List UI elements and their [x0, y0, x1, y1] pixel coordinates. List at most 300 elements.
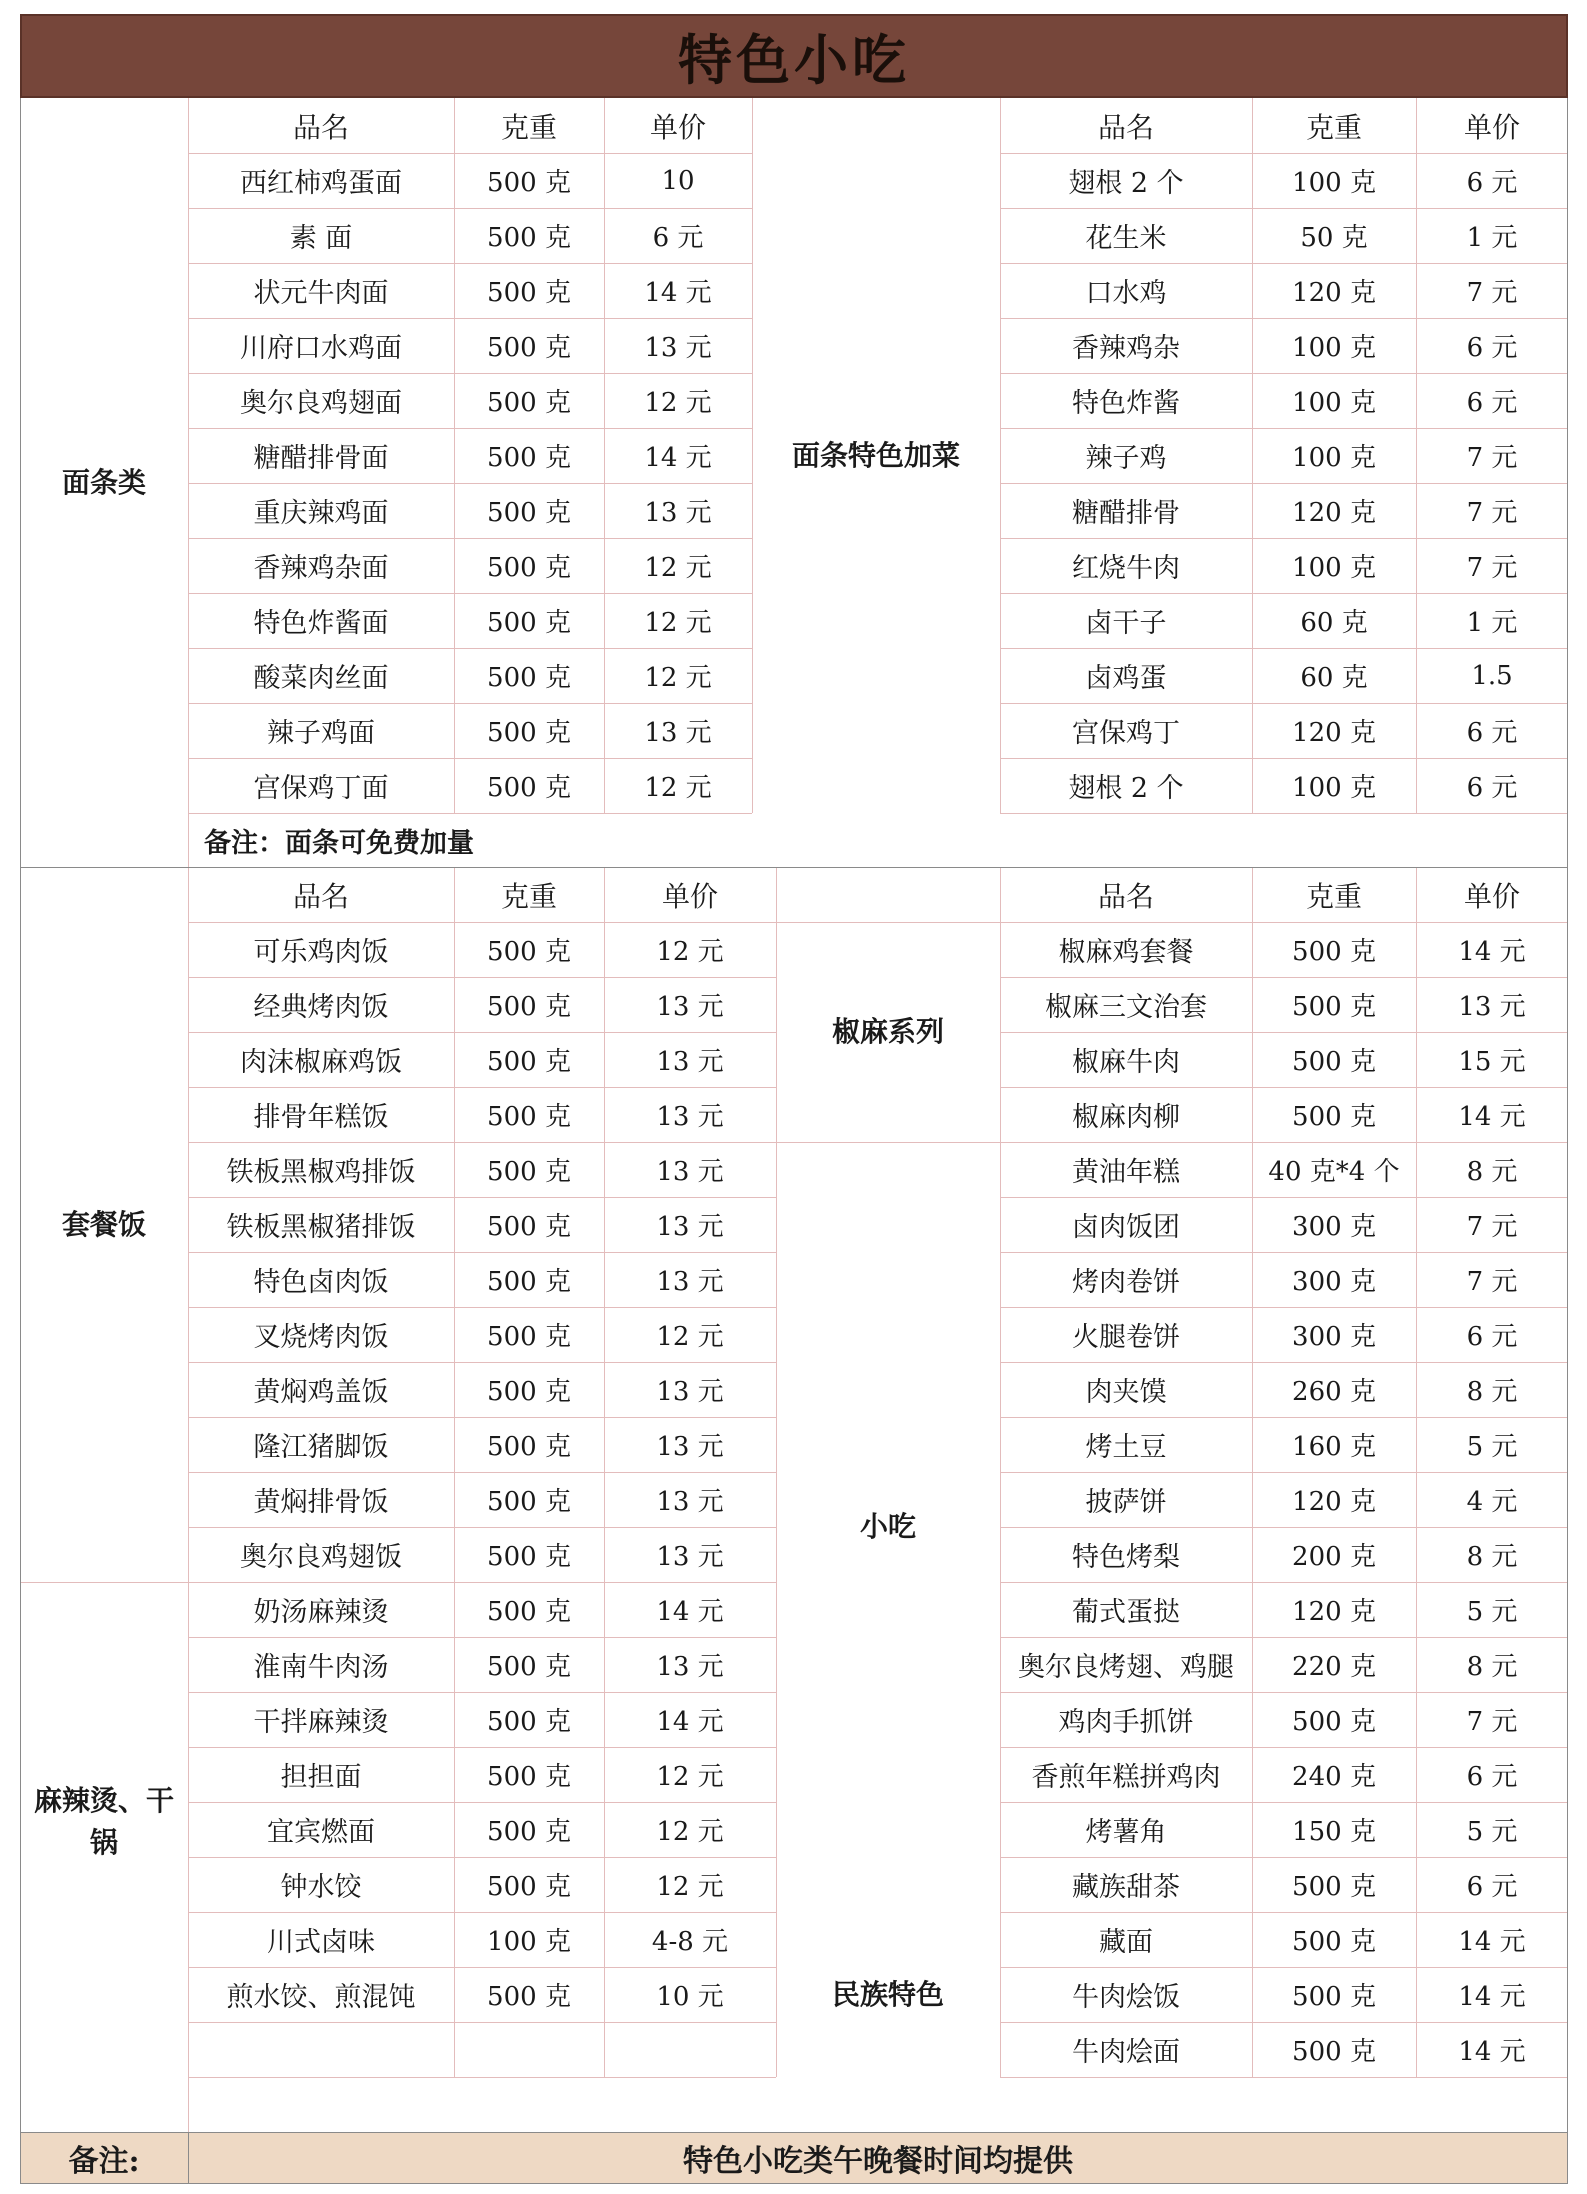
grid-line — [1000, 1637, 1568, 1638]
right-item-weight: 500 克 — [1292, 1047, 1376, 1077]
grid-line — [1000, 1967, 1568, 1968]
right-item-weight: 500 克 — [1292, 992, 1376, 1022]
grid-line — [20, 98, 21, 2183]
right-item-price: 8 元 — [1466, 1157, 1518, 1187]
noodle-item-weight: 500 克 — [487, 498, 571, 528]
section-noodles: 面条类 — [61, 465, 146, 499]
addon-item-name: 卤干子 — [1085, 608, 1167, 639]
grid-line — [188, 1912, 776, 1913]
right-item-price: 8 元 — [1466, 1652, 1518, 1682]
noodle-item-weight: 500 克 — [487, 553, 571, 583]
left-item-weight: 500 克 — [487, 1487, 571, 1517]
section-malatang: 麻辣烫、干 锅 — [33, 1784, 174, 1859]
right-item-name: 黄油年糕 — [1072, 1157, 1180, 1188]
grid-line — [188, 1527, 776, 1528]
grid-line — [1000, 153, 1568, 154]
footer-label: 备注: — [20, 2132, 188, 2183]
left-item-price: 12 元 — [656, 1762, 724, 1792]
menu-table — [20, 14, 1568, 2183]
right-item-name: 卤肉饭团 — [1072, 1212, 1180, 1243]
right-item-name: 烤土豆 — [1085, 1432, 1167, 1463]
right-item-price: 7 元 — [1466, 1212, 1518, 1242]
right-item-weight: 200 克 — [1292, 1542, 1376, 1572]
left-item-weight — [454, 2022, 604, 2077]
grid-line — [188, 1362, 776, 1363]
grid-line — [188, 648, 752, 649]
grid-line — [188, 538, 752, 539]
left-item-price: 13 元 — [656, 1212, 724, 1242]
grid-line — [1000, 1582, 1568, 1583]
grid-line — [1567, 98, 1568, 2183]
right-item-name: 鸡肉手抓饼 — [1058, 1707, 1194, 1738]
addon-item-name: 红烧牛肉 — [1072, 553, 1180, 584]
grid-line — [188, 2077, 776, 2078]
right-item-weight: 500 克 — [1292, 1982, 1376, 2012]
grid-line — [1000, 1417, 1568, 1418]
grid-line — [188, 758, 752, 759]
grid-line — [1000, 1362, 1568, 1363]
left-item-price: 13 元 — [656, 1157, 724, 1187]
addon-item-name: 口水鸡 — [1085, 278, 1167, 309]
grid-line — [188, 483, 752, 484]
grid-line — [20, 2183, 1568, 2184]
right-item-name: 香煎年糕拼鸡肉 — [1031, 1762, 1221, 1793]
addon-item-name: 翅根 2 个 — [1068, 168, 1184, 199]
right-item-weight: 40 克*4 个 — [1268, 1157, 1400, 1187]
right-item-name: 烤薯角 — [1085, 1817, 1167, 1848]
noodle-item-price: 13 元 — [644, 718, 712, 748]
left-item-weight: 500 克 — [487, 1157, 571, 1187]
left-item-weight: 500 克 — [487, 1432, 571, 1462]
grid-line — [1416, 98, 1417, 813]
right-item-weight: 500 克 — [1292, 2037, 1376, 2067]
grid-line — [604, 98, 605, 813]
addon-item-weight: 100 克 — [1292, 168, 1376, 198]
noodle-item-price: 13 元 — [644, 333, 712, 363]
left-item-weight: 500 克 — [487, 1102, 571, 1132]
right-item-price: 5 元 — [1466, 1597, 1518, 1627]
left-item-name: 肉沫椒麻鸡饭 — [240, 1047, 402, 1078]
noodle-item-weight: 500 克 — [487, 278, 571, 308]
grid-line — [188, 977, 776, 978]
addon-item-price: 6 元 — [1466, 773, 1518, 803]
addon-item-weight: 120 克 — [1292, 718, 1376, 748]
noodle-item-price: 12 元 — [644, 663, 712, 693]
noodle-item-weight: 500 克 — [487, 388, 571, 418]
snacks-header-weight: 克重 — [1305, 879, 1362, 913]
section-noodle-addons: 面条特色加菜 — [791, 438, 960, 472]
left-item-name: 钟水饺 — [280, 1872, 362, 1903]
grid-line — [188, 1692, 776, 1693]
left-item-weight: 500 克 — [487, 1377, 571, 1407]
grid-line — [1000, 813, 1568, 814]
noodles-header-name: 品名 — [292, 110, 349, 144]
grid-line — [188, 593, 752, 594]
grid-line — [454, 867, 455, 2077]
grid-line — [188, 1472, 776, 1473]
noodle-item-weight: 500 克 — [487, 773, 571, 803]
left-item-weight: 500 克 — [487, 1817, 571, 1847]
left-item-price: 10 元 — [656, 1982, 724, 2012]
left-item-name: 宜宾燃面 — [267, 1817, 375, 1848]
right-item-price: 6 元 — [1466, 1872, 1518, 1902]
grid-line — [1000, 593, 1568, 594]
right-item-weight: 120 克 — [1292, 1597, 1376, 1627]
noodle-item-price: 14 元 — [644, 443, 712, 473]
left-item-price: 12 元 — [656, 1817, 724, 1847]
grid-line — [1000, 1472, 1568, 1473]
noodle-item-name: 糖醋排骨面 — [253, 443, 389, 474]
grid-line — [188, 318, 752, 319]
snacks-header-price: 单价 — [1463, 879, 1520, 913]
left-item-price: 12 元 — [656, 1872, 724, 1902]
noodle-item-price: 12 元 — [644, 388, 712, 418]
right-item-weight: 160 克 — [1292, 1432, 1376, 1462]
left-item-price: 13 元 — [656, 1432, 724, 1462]
addon-item-price: 6 元 — [1466, 388, 1518, 418]
section-ethnic: 民族特色 — [831, 1977, 944, 2011]
right-item-price: 13 元 — [1458, 992, 1526, 1022]
noodle-item-weight: 500 克 — [487, 223, 571, 253]
grid-line — [188, 1582, 776, 1583]
grid-line — [776, 922, 1000, 923]
grid-line — [188, 1857, 776, 1858]
grid-line — [188, 703, 752, 704]
left-item-name: 铁板黑椒猪排饭 — [226, 1212, 416, 1243]
right-item-weight: 120 克 — [1292, 1487, 1376, 1517]
rice-header-name: 品名 — [292, 879, 349, 913]
left-item-price: 13 元 — [656, 1377, 724, 1407]
rice-header-price: 单价 — [661, 879, 718, 913]
right-item-price: 14 元 — [1458, 2037, 1526, 2067]
addon-item-price: 7 元 — [1466, 278, 1518, 308]
addon-item-weight: 100 克 — [1292, 773, 1376, 803]
addon-item-name: 花生米 — [1085, 223, 1167, 254]
noodle-item-weight: 500 克 — [487, 168, 571, 198]
addon-item-name: 宫保鸡丁 — [1072, 718, 1180, 749]
menu-title: 特色小吃 — [20, 14, 1568, 98]
addon-item-weight: 60 克 — [1300, 663, 1368, 693]
grid-line — [1000, 98, 1001, 813]
grid-line — [188, 1142, 776, 1143]
left-item-weight: 500 克 — [487, 1267, 571, 1297]
right-item-price: 7 元 — [1466, 1707, 1518, 1737]
right-item-price: 14 元 — [1458, 937, 1526, 967]
grid-line — [454, 98, 455, 813]
grid-line — [188, 922, 776, 923]
grid-line — [20, 2132, 1568, 2133]
noodle-item-name: 素 面 — [289, 223, 353, 254]
grid-line — [1000, 538, 1568, 539]
grid-line — [1000, 1252, 1568, 1253]
left-item-price: 14 元 — [656, 1597, 724, 1627]
noodle-item-name: 状元牛肉面 — [253, 278, 389, 309]
grid-line — [1000, 1307, 1568, 1308]
left-item-weight: 500 克 — [487, 992, 571, 1022]
left-item-name: 经典烤肉饭 — [253, 992, 389, 1023]
left-item-price: 13 元 — [656, 1487, 724, 1517]
grid-line — [1000, 977, 1568, 978]
left-item-price: 13 元 — [656, 992, 724, 1022]
right-item-price: 15 元 — [1458, 1047, 1526, 1077]
addon-item-name: 糖醋排骨 — [1072, 498, 1180, 529]
left-item-weight: 500 克 — [487, 1707, 571, 1737]
right-item-name: 牛肉烩饭 — [1072, 1982, 1180, 2013]
left-item-price: 12 元 — [656, 1322, 724, 1352]
right-item-price: 5 元 — [1466, 1432, 1518, 1462]
grid-line — [1000, 1857, 1568, 1858]
left-item-weight: 500 克 — [487, 1212, 571, 1242]
left-item-weight: 500 克 — [487, 937, 571, 967]
noodle-item-name: 香辣鸡杂面 — [253, 553, 389, 584]
left-item-name: 川式卤味 — [267, 1927, 375, 1958]
left-item-name: 黄焖鸡盖饭 — [253, 1377, 389, 1408]
left-item-name: 奶汤麻辣烫 — [253, 1597, 389, 1628]
right-item-name: 肉夹馍 — [1085, 1377, 1167, 1408]
left-item-name: 排骨年糕饭 — [253, 1102, 389, 1133]
noodle-item-weight: 500 克 — [487, 443, 571, 473]
right-item-name: 奥尔良烤翅、鸡腿 — [1018, 1652, 1234, 1683]
grid-line — [188, 1252, 776, 1253]
footer-text: 特色小吃类午晚餐时间均提供 — [188, 2132, 1568, 2183]
noodle-item-weight: 500 克 — [487, 608, 571, 638]
left-item-name: 淮南牛肉汤 — [253, 1652, 389, 1683]
noodle-item-price: 14 元 — [644, 278, 712, 308]
left-item-name: 可乐鸡肉饭 — [253, 937, 389, 968]
grid-line — [1000, 483, 1568, 484]
right-item-price: 8 元 — [1466, 1542, 1518, 1572]
addon-item-weight: 100 克 — [1292, 553, 1376, 583]
right-item-name: 藏族甜茶 — [1072, 1872, 1180, 1903]
left-item-name: 奥尔良鸡翅饭 — [240, 1542, 402, 1573]
addon-item-weight: 120 克 — [1292, 278, 1376, 308]
rice-header-weight: 克重 — [500, 879, 557, 913]
right-item-name: 椒麻三文治套 — [1045, 992, 1207, 1023]
left-item-name: 特色卤肉饭 — [253, 1267, 389, 1298]
grid-line — [1000, 373, 1568, 374]
right-item-price: 14 元 — [1458, 1982, 1526, 2012]
left-item-price: 13 元 — [656, 1542, 724, 1572]
grid-line — [188, 1197, 776, 1198]
addon-item-weight: 120 克 — [1292, 498, 1376, 528]
right-item-weight: 500 克 — [1292, 1872, 1376, 1902]
section-jiaoma: 椒麻系列 — [831, 1015, 944, 1048]
noodles-header-weight: 克重 — [500, 110, 557, 144]
grid-line — [1000, 1692, 1568, 1693]
grid-line — [188, 373, 752, 374]
left-item-name: 叉烧烤肉饭 — [253, 1322, 389, 1353]
right-item-price: 14 元 — [1458, 1927, 1526, 1957]
addon-item-price: 6 元 — [1466, 333, 1518, 363]
left-item-weight: 500 克 — [487, 1322, 571, 1352]
noodles-header-price: 单价 — [649, 110, 706, 144]
noodle-item-name: 酸菜肉丝面 — [253, 663, 389, 694]
noodle-item-price: 12 元 — [644, 608, 712, 638]
right-item-weight: 500 克 — [1292, 1927, 1376, 1957]
right-item-price: 6 元 — [1466, 1762, 1518, 1792]
grid-line — [188, 1417, 776, 1418]
grid-line — [1000, 1142, 1568, 1143]
grid-line — [776, 1142, 1000, 1143]
grid-line — [1000, 648, 1568, 649]
right-item-name: 藏面 — [1099, 1927, 1153, 1958]
noodle-item-name: 西红柿鸡蛋面 — [240, 168, 402, 199]
addon-item-price: 7 元 — [1466, 443, 1518, 473]
addons-header-weight: 克重 — [1305, 110, 1362, 144]
right-item-weight: 240 克 — [1292, 1762, 1376, 1792]
right-item-name: 烤肉卷饼 — [1072, 1267, 1180, 1298]
addon-item-name: 香辣鸡杂 — [1072, 333, 1180, 364]
noodle-item-name: 宫保鸡丁面 — [253, 773, 389, 804]
left-item-name: 黄焖排骨饭 — [253, 1487, 389, 1518]
grid-line — [188, 867, 189, 2132]
left-item-name: 担担面 — [280, 1762, 362, 1793]
grid-line — [188, 1637, 776, 1638]
grid-line — [1000, 263, 1568, 264]
addons-header-price: 单价 — [1463, 110, 1520, 144]
grid-line — [188, 153, 752, 154]
snacks-header-name: 品名 — [1097, 879, 1154, 913]
left-item-weight: 500 克 — [487, 1762, 571, 1792]
left-item-price: 14 元 — [656, 1707, 724, 1737]
right-item-weight: 300 克 — [1292, 1212, 1376, 1242]
grid-line — [1000, 2077, 1568, 2078]
left-item-price: 13 元 — [656, 1267, 724, 1297]
right-item-name: 葡式蛋挞 — [1072, 1597, 1180, 1628]
right-item-price: 7 元 — [1466, 1267, 1518, 1297]
grid-line — [188, 1307, 776, 1308]
grid-line — [188, 2022, 776, 2023]
left-item-price: 13 元 — [656, 1102, 724, 1132]
noodle-item-name: 重庆辣鸡面 — [253, 498, 389, 529]
grid-line — [1252, 867, 1253, 2077]
grid-line — [1416, 867, 1417, 2077]
grid-line — [1000, 758, 1568, 759]
grid-line — [188, 263, 752, 264]
addon-item-weight: 60 克 — [1300, 608, 1368, 638]
right-item-name: 火腿卷饼 — [1072, 1322, 1180, 1353]
grid-line — [188, 1802, 776, 1803]
noodle-item-price: 12 元 — [644, 553, 712, 583]
grid-line — [1000, 1527, 1568, 1528]
right-item-name: 牛肉烩面 — [1072, 2037, 1180, 2068]
section-snacks: 小吃 — [859, 1510, 916, 1543]
left-item-weight: 500 克 — [487, 1047, 571, 1077]
right-item-name: 椒麻肉柳 — [1072, 1102, 1180, 1133]
addon-item-price: 1 元 — [1466, 608, 1518, 638]
grid-line — [752, 98, 753, 813]
right-item-price: 5 元 — [1466, 1817, 1518, 1847]
right-item-weight: 500 克 — [1292, 1707, 1376, 1737]
addon-item-price: 7 元 — [1466, 553, 1518, 583]
right-item-weight: 260 克 — [1292, 1377, 1376, 1407]
left-item-weight: 500 克 — [487, 1542, 571, 1572]
left-item-name: 铁板黑椒鸡排饭 — [226, 1157, 416, 1188]
addon-item-price: 6 元 — [1466, 718, 1518, 748]
section-set-meals: 套餐饭 — [61, 1207, 146, 1241]
addon-item-weight: 100 克 — [1292, 443, 1376, 473]
addon-item-weight: 100 克 — [1292, 333, 1376, 363]
addon-item-name: 卤鸡蛋 — [1085, 663, 1167, 694]
right-item-price: 4 元 — [1466, 1487, 1518, 1517]
addon-item-name: 特色炸酱 — [1072, 388, 1180, 419]
left-item-name: 干拌麻辣烫 — [253, 1707, 389, 1738]
grid-line — [20, 1582, 188, 1583]
left-item-weight: 100 克 — [487, 1927, 571, 1957]
noodle-item-price: 13 元 — [644, 498, 712, 528]
right-item-price: 8 元 — [1466, 1377, 1518, 1407]
grid-line — [188, 1967, 776, 1968]
grid-line — [1000, 318, 1568, 319]
addon-item-name: 辣子鸡 — [1085, 443, 1167, 474]
left-item-price: 13 元 — [656, 1047, 724, 1077]
right-item-weight: 150 克 — [1292, 1817, 1376, 1847]
grid-line — [188, 428, 752, 429]
noodle-note: 备注：面条可免费加量 — [204, 827, 474, 859]
grid-line — [1000, 867, 1001, 2077]
addon-item-name: 翅根 2 个 — [1068, 773, 1184, 804]
grid-line — [604, 867, 605, 2077]
grid-line — [1000, 2022, 1568, 2023]
left-item-name: 煎水饺、煎混饨 — [226, 1982, 416, 2013]
grid-line — [188, 1747, 776, 1748]
grid-line — [188, 1032, 776, 1033]
grid-line — [776, 867, 777, 2077]
grid-line — [188, 1087, 776, 1088]
left-item-weight: 500 克 — [487, 1652, 571, 1682]
noodle-item-weight: 500 克 — [487, 333, 571, 363]
left-item-name: 隆江猪脚饭 — [253, 1432, 389, 1463]
noodle-item-name: 奥尔良鸡翅面 — [240, 388, 402, 419]
noodle-item-weight: 500 克 — [487, 663, 571, 693]
left-item-weight: 500 克 — [487, 1872, 571, 1902]
grid-line — [188, 208, 752, 209]
right-item-weight: 300 克 — [1292, 1267, 1376, 1297]
grid-line — [1000, 1912, 1568, 1913]
left-item-weight: 500 克 — [487, 1597, 571, 1627]
grid-line — [188, 98, 189, 867]
left-item-price — [604, 2022, 776, 2077]
grid-line — [1000, 922, 1568, 923]
noodle-item-name: 辣子鸡面 — [267, 718, 375, 749]
right-item-name: 特色烤梨 — [1072, 1542, 1180, 1573]
right-item-price: 14 元 — [1458, 1102, 1526, 1132]
right-item-name: 椒麻鸡套餐 — [1058, 937, 1194, 968]
grid-line — [1252, 98, 1253, 813]
noodle-item-name: 特色炸酱面 — [253, 608, 389, 639]
grid-line — [1000, 208, 1568, 209]
right-item-weight: 500 克 — [1292, 937, 1376, 967]
left-item-weight: 500 克 — [487, 1982, 571, 2012]
right-item-price: 6 元 — [1466, 1322, 1518, 1352]
grid-line — [1000, 1747, 1568, 1748]
grid-line — [188, 2132, 189, 2183]
addon-item-price: 7 元 — [1466, 498, 1518, 528]
left-item-price: 4-8 元 — [651, 1927, 729, 1957]
noodle-item-price: 12 元 — [644, 773, 712, 803]
addon-item-price: 6 元 — [1466, 168, 1518, 198]
noodle-item-weight: 500 克 — [487, 718, 571, 748]
left-item-price: 12 元 — [656, 937, 724, 967]
noodle-item-name: 川府口水鸡面 — [240, 333, 402, 364]
right-item-weight: 300 克 — [1292, 1322, 1376, 1352]
grid-line — [1000, 1087, 1568, 1088]
grid-line — [1000, 703, 1568, 704]
right-item-name: 椒麻牛肉 — [1072, 1047, 1180, 1078]
addon-item-weight: 50 克 — [1300, 223, 1368, 253]
left-item-name — [188, 2022, 454, 2077]
grid-line — [188, 813, 752, 814]
